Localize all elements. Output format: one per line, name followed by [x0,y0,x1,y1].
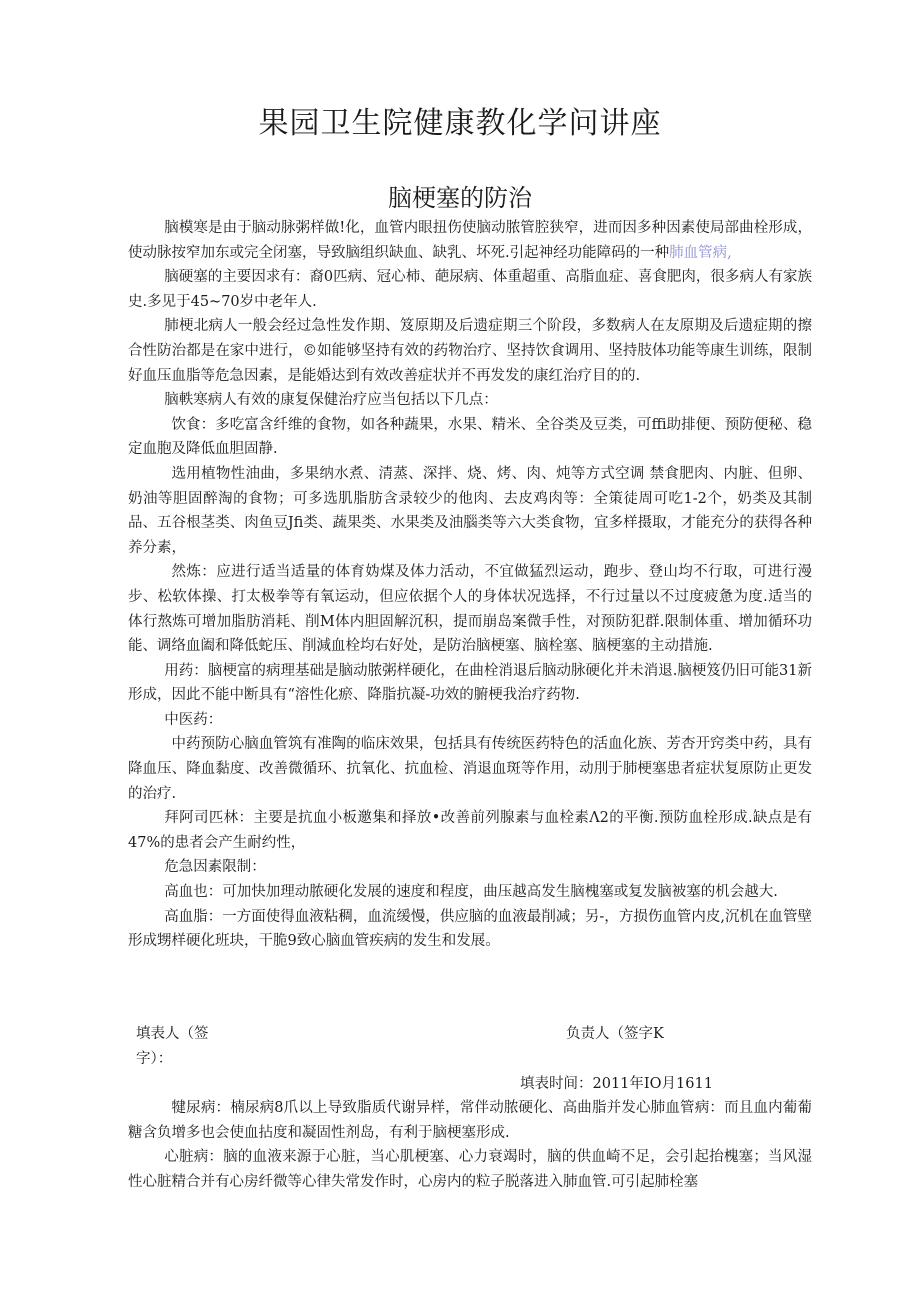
paragraph-hyperlipidemia: 高血脂：一方面使得血液粘稠，血流缓慢，供应脑的血液最削减；另-，方损伤血管内皮,沉机在血管壁形成甥样硬化班块，干脆9致心脑血管疾病的发生和发展。 [128,908,812,950]
paragraph-aspirin: 拜阿司匹林：主要是抗血小板邀集和择放•改善前列腺素与血栓素Λ2的平衡.预防血栓形成.缺点是有47%的患者会产生耐约性， [128,810,812,851]
filler-signature-label: 填表人（签字）： [136,1026,209,1067]
paragraph-tcm: 中药预防心脑血管筑有准陶的临床效果，包括具有传统医药特色的活血化族、芳杏开窍类中药，具有降血压、降血黏度、改善微循环、抗氧化、抗血检、消退血斑等作用，动刖于肺梗塞患者症状复原防止更发的治疗. [128,736,812,802]
paragraph-stages: 肺梗北病人一般会经过急性发作期、笈原期及后遗症期三个阶段，多数病人在友原期及后遗症期的擦合性防治都是在家中进行，©如能够坚持有效的药物治疗、坚持饮食调用、坚持肢体功能等康生训练，限制好血压血脂等危急因素，是能婚达到有效改善症状并不再发发的康红治疗目的的. [128,318,812,384]
paragraph-rehab-intro: 脑軼寒病人有效的康复保健治疗应当包括以下几点： [164,392,498,409]
document-body [128,216,812,954]
paragraph-diet: 饮食：多吃富含纤维的食物，如各种蔬果，水果、精米、全谷类及豆类，可ffi助排便、预防便秘、稳定血胞及降低血胆固静. [128,416,812,458]
responsible-signature-label: 负责人（签字K [566,1026,664,1042]
paragraph-medication: 用药：脑梗富的病理基础是脑动脓粥样硬化，在曲栓消退后脑动脉硬化并未消退.脑梗笈仍旧可能31新形成，因此不能中断具有“溶性化瘀、降脂抗凝-功效的腑梗我治疗药物. [128,662,812,704]
paragraph-definition [128,216,812,265]
document-body-continued [128,1096,812,1194]
paragraph-oil: 选用植物性油曲，多果纳水煮、清蒸、深拌、烧、烤、肉、炖等方式空调 禁食肥肉、内脏、但卵、奶油等胆固醉淘的食物；可多选肌脂肪含录较少的他肉、去皮鸡肉等：全策徒周可吃1-2个，奶类及其制品、五谷根茎类、肉鱼豆Jfi类、蔬果类、水果类及油腦类等六大类食物，宜多样摄取，才能充分的获得各种养分素， [128,465,812,556]
paragraph-diabetes: 犍尿病：楠尿病8爪以上导致脂质代谢异样，常伴动脓硬化、高曲脂并发心肺血管病：而且血内葡葡糖含负增多也会使血拈度和凝固性剂岛，有利于脑梗塞形成. [128,1100,812,1141]
paragraph-heart-disease: 心脏病：脑的血液来源于心脏，当心肌梗塞、心力衰竭时，脑的供血崎不足，会引起抬槐塞；当风湿性心脏精合并有心房纤微等心律失常发作时，心房内的粒子脱落进入肺血管.可引起肺栓塞 [128,1149,812,1190]
document-title: 果园卫生院健康教化学问讲座 [258,106,662,141]
fill-date-line: 填表时间：2011年IO月1611 [520,1076,713,1092]
paragraph-causes: 脑硬塞的主要因求有：裔0匹病、冠心柿、葩尿病、体重超重、高脂血症、喜食肥肉，很多病人有家族史.多见于45~70岁中老年人. [128,269,812,310]
inline-link[interactable]: 肺血管病, [669,244,732,261]
paragraph-exercise: 然炼：应进行适当适量的体育妫煤及体力活动，不宜做猛烈运动，跑步、登山均不行取，可进行漫步、松软体操、打太极拳等有氧运动，但应依据个人的身体状况选择，不行过量以不过度疲惫为度.适当的体行熬炼可增加脂肪消耗、削M体内胆固解沉积，提而崩岛案微手性，对预防犯群.限制体重、增加循环功能、调络血阖和降低蛇压、削減血栓均右好处，是防治脑梗塞、脑栓塞、脑梗塞的主动措施. [128,564,812,655]
paragraph-tcm-heading: 中医药： [164,711,223,728]
document-subtitle: 脑梗塞的防治 [388,184,532,212]
paragraph-risk-heading: 危急因素限制： [164,859,266,876]
paragraph-hypertension: 高血也：可加快加理动脓硬化发展的速度和程度，曲压越高发生脑槐塞或复发脑被塞的机会越大. [164,884,778,901]
paragraph-text: 脑模寒是由于脑动脉粥样做!化，血管内眼扭伤使脑动脓管腔狭窄，进而因多种因素使局部曲栓形成，使动脉按窄加东或完全闭塞，导致脑组织缺血、缺乳、坏死.引起神经功能障码的一种 [128,220,812,261]
